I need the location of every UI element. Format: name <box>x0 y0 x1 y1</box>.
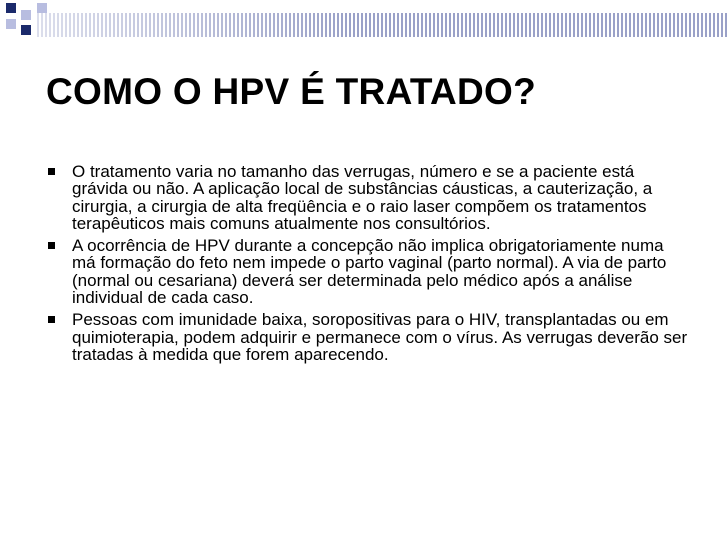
bullet-text: O tratamento varia no tamanho das verrugas, número e se a paciente está grávida ou não. A aplicação local de substâncias cáusticas, a cauterização, a cirurgia, a cirurgia de alta freqüência e o raio laser compõem os tratamentos terapêuticos mais comuns atualmente nos consultórios. <box>72 162 653 233</box>
bullet-square-icon <box>48 316 55 323</box>
decor-square <box>21 10 31 20</box>
bullet-item <box>48 311 688 363</box>
slide-title: COMO O HPV É TRATADO? <box>46 71 537 112</box>
bullet-square-icon <box>48 242 55 249</box>
decorative-bar-fade <box>37 13 728 37</box>
bullet-square-icon <box>48 168 55 175</box>
decor-square <box>6 3 16 13</box>
decor-square <box>37 3 47 13</box>
bullet-item <box>48 237 688 306</box>
decor-square <box>21 25 31 35</box>
bullet-text: Pessoas com imunidade baixa, soropositivas para o HIV, transplantadas ou em quimioterapia, podem adquirir e permanece com o vírus. As verrugas deverão ser tratadas à medida que forem aparecendo. <box>72 310 688 364</box>
decor-square <box>6 19 16 29</box>
bullet-list <box>48 163 688 368</box>
bullet-text: A ocorrência de HPV durante a concepção não implica obrigatoriamente numa má formação do feto nem impede o parto vaginal (parto normal). A via de parto (normal ou cesariana) deverá ser determinada pelo médico após a análise individual de cada caso. <box>72 236 667 308</box>
bullet-item <box>48 163 688 232</box>
